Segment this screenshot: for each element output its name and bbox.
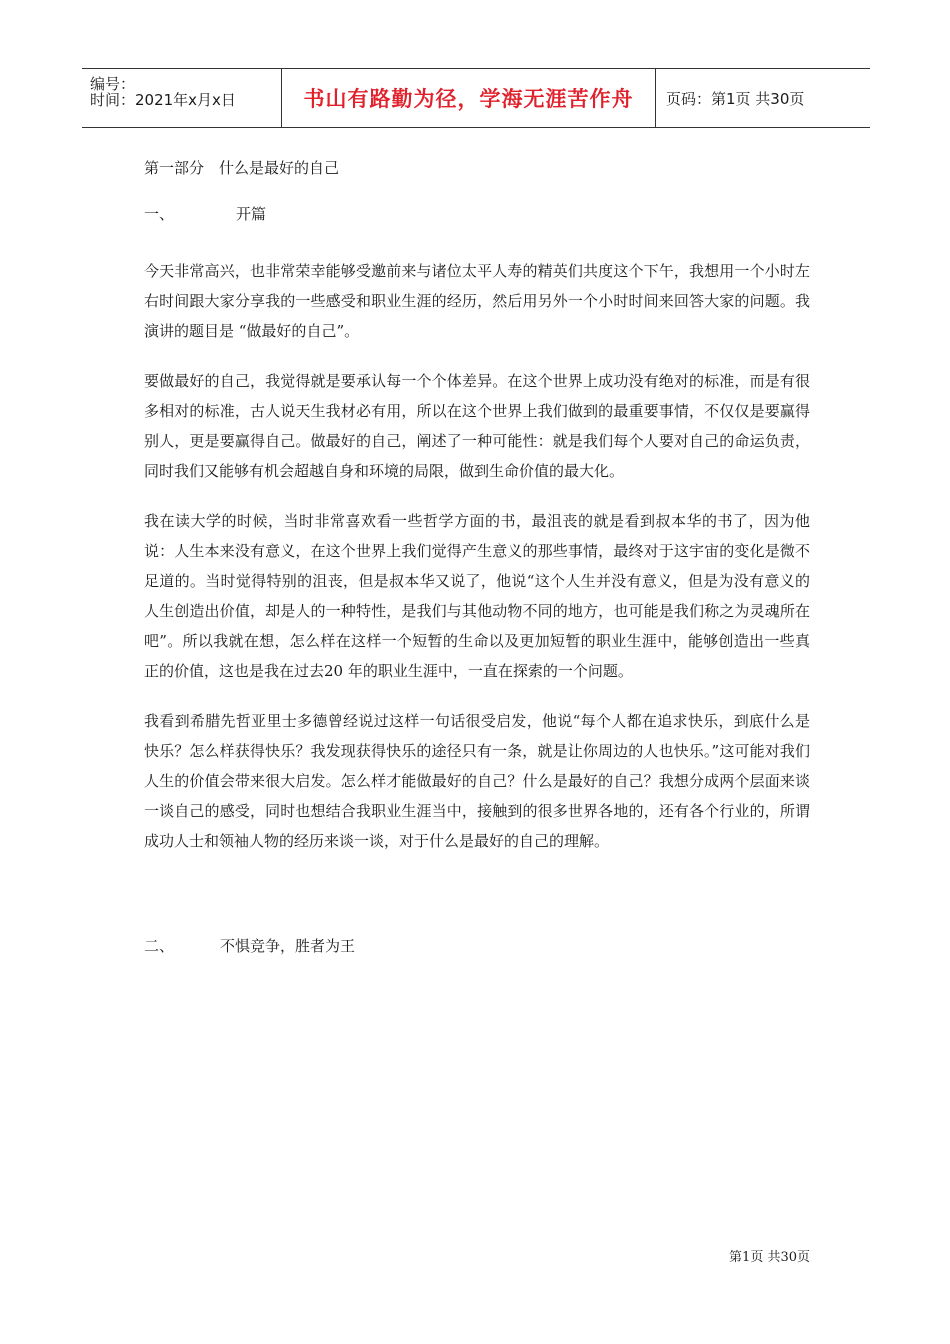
paragraph: 今天非常高兴，也非常荣幸能够受邀前来与诸位太平人寿的精英们共度这个下午，我想用一个小时左右时间跟大家分享我的一些感受和职业生涯的经历，然后用另外一个小时时间来回答大家的问题。我演讲的题目是 “做最好的自己”。 (144, 262, 810, 340)
section-heading-2 (144, 928, 810, 964)
header-motto: 书山有路勤为径，学海无涯苦作舟 (303, 87, 634, 111)
document-body (144, 150, 810, 964)
section-number: 一、 (144, 205, 175, 223)
paragraph: 要做最好的自己，我觉得就是要承认每一个个体差异。在这个世界上成功没有绝对的标准，而是有很多相对的标准，古人说天生我材必有用，所以在这个世界上我们做到的最重要事情，不仅仅是要赢得别人，更是要赢得自己。做最好的自己，阐述了一种可能性：就是我们每个人要对自己的命运负责，同时我们又能够有机会超越自身和环境的局限，做到生命价值的最大化。 (144, 372, 810, 480)
page-footer: 第1页 共30页 (729, 1250, 810, 1265)
header-page-number: 页码：第1页 共30页 (666, 89, 805, 108)
section-title: 不惧竞争，胜者为王 (220, 937, 356, 955)
header-meta-cell (82, 69, 282, 127)
section-number: 二、 (144, 937, 175, 955)
paragraph: 我看到希腊先哲亚里士多德曾经说过这样一句话很受启发，他说“每个人都在追求快乐，到底什么是快乐？怎么样获得快乐？我发现获得快乐的途径只有一条，就是让你周边的人也快乐。”这可能对我们人生的价值会带来很大启发。怎么样才能做最好的自己？什么是最好的自己？我想分成两个层面来谈一谈自己的感受，同时也想结合我职业生涯当中，接触到的很多世界各地的，还有各个行业的，所谓成功人士和领袖人物的经历来谈一谈，对于什么是最好的自己的理解。 (144, 712, 810, 850)
section-title: 开篇 (236, 205, 267, 223)
header-page-cell (656, 69, 870, 127)
page-header (82, 68, 870, 128)
paragraph: 我在读大学的时候，当时非常喜欢看一些哲学方面的书，最沮丧的就是看到叔本华的书了，因为他说：人生本来没有意义，在这个世界上我们觉得产生意义的那些事情，最终对于这宇宙的变化是微不足道的。当时觉得特别的沮丧，但是叔本华又说了，他说“这个人生并没有意义，但是为没有意义的人生创造出价值，却是人的一种特性，是我们与其他动物不同的地方，也可能是我们称之为灵魂所在吧”。所以我就在想，怎么样在这样一个短暂的生命以及更加短暂的职业生涯中，能够创造出一些真正的价值，这也是我在过去20 年的职业生涯中，一直在探索的一个问题。 (144, 512, 810, 680)
part-title: 第一部分 什么是最好的自己 (144, 159, 340, 177)
document-number-label: 编号： (90, 75, 136, 93)
header-motto-cell (282, 69, 656, 127)
section-heading-1 (144, 196, 810, 232)
document-date: 时间：2021年x月x日 (90, 91, 236, 109)
